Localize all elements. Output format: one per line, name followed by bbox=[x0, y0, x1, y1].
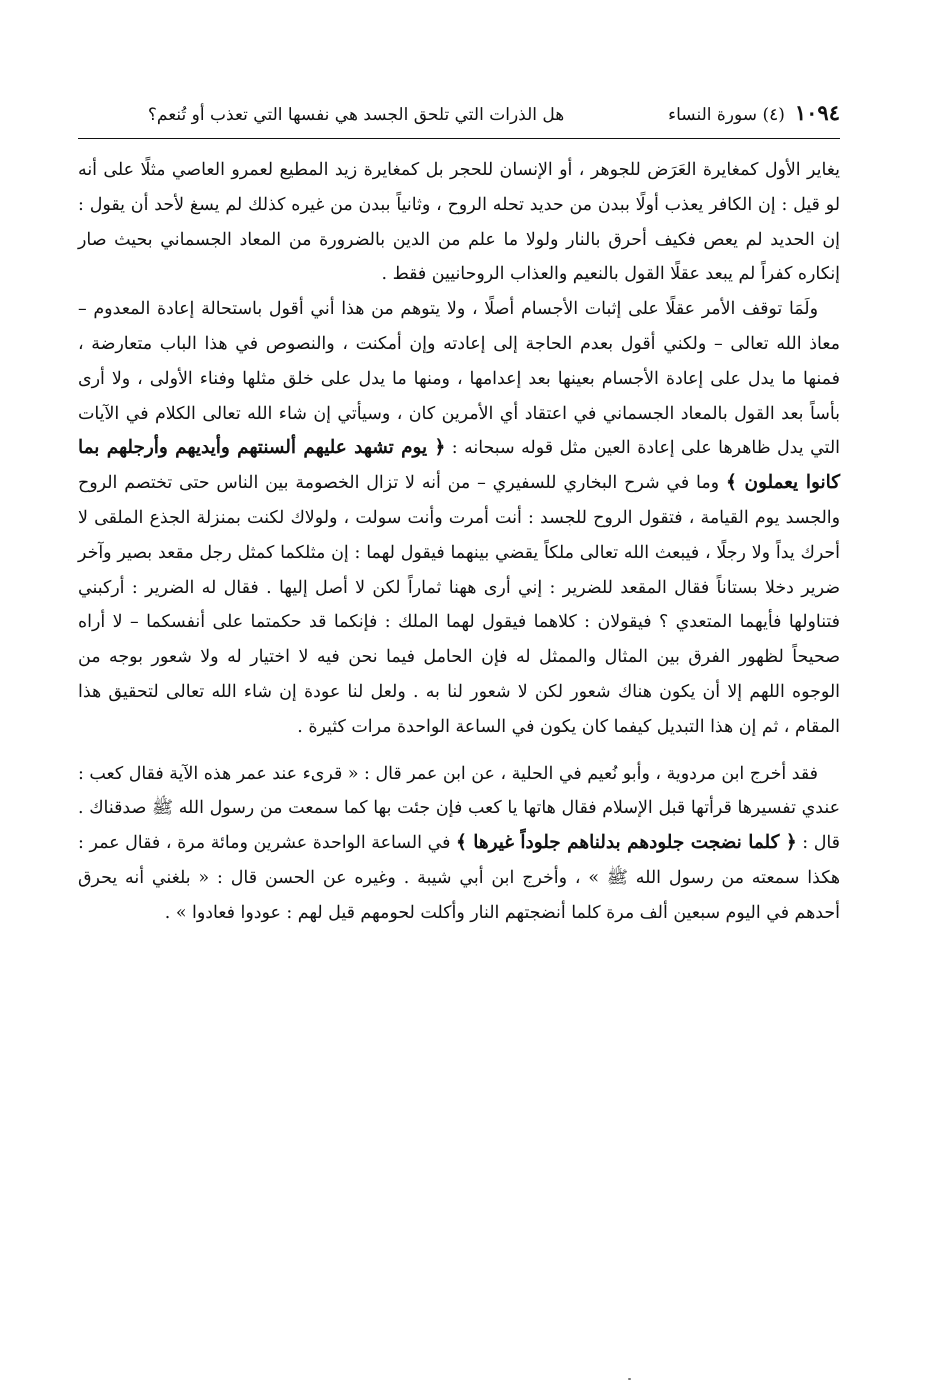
book-page bbox=[78, 96, 840, 931]
text-span: وما في شرح البخاري للسفيري – من أنه لا تزال الخصومة بين الناس حتى تختصم الروح والجسد يوم القيامة ، فتقول الروح للجسد : أنت أمرت وأنت سولت ، ولولاك لكنت بمنزلة الجذع الملقى لا أحرك يداً ولا رجلًا ، فيبعث الله تعالى ملكاً يقضي بينهما فيقول لهما : إن مثلكما كمثل رجل مقعد بصير وآخر ضرير دخلا بستاناً فقال المقعد للضرير : إني أرى ههنا ثماراً لكن لا أصل إليها . فقال له الضرير : أركبني فتناولها فأيهما المتعدي ؟ فيقولان : كلاهما فيقول لهما الملك : فإنكما قد حكمتما على أنفسكما – لا أراه صحيحاً لظهور الفرق بين المثال والممثل له فإن الحامل فيما نحن فيه لا اختيار له ولا شعور بوجه من الوجوه اللهم إلا أن يكون هناك شعور لكن لا شعور لنا به . ولعل لنا عودة إن شاء الله تعالى لتحقيق هذا المقام ، ثم إن هذا التبديل كيفما كان يكون في الساعة الواحدة مرات كثيرة . bbox=[78, 473, 840, 737]
text-span: فقد أخرج ابن مردوية ، وأبو نُعيم في الحلية ، عن ابن عمر قال : « قرىء عند عمر هذه الآية فقال كعب : عندي تفسيرها قرأتها قبل الإسلام فقال هاتها يا كعب فإن جئت بها كما سمعت من رسول الله ﷺ صدقناك . قال : bbox=[78, 763, 840, 854]
text-span: في الساعة الواحدة عشرين ومائة مرة ، فقال عمر : هكذا سمعته من رسول الله ﷺ » ، وأخرج ابن أبي شيبة . وغيره عن الحسن قال : « بلغني أنه يحرق أحدهم في اليوم سبعين ألف مرة كلما أنضجتهم النار وأكلت لحومهم قيل لهم : عودوا فعادوا » . bbox=[78, 833, 840, 923]
quran-verse: ﴿ يوم تشهد عليهم ألسنتهم وأيديهم وأرجلهم بما كانوا يعملون ﴾ bbox=[78, 437, 840, 494]
paragraph-1 bbox=[78, 153, 840, 292]
quran-verse: ﴿ كلما نضجت جلودهم بدلناهم جلوداً غيرها ﴾ bbox=[456, 832, 797, 854]
surah-name: (٤) سورة النساء bbox=[668, 105, 785, 125]
text-span: يغاير الأول كمغايرة العَرَض للجوهر ، أو الإنسان للحجر بل كمغايرة زيد المطيع لعمرو العاصي مثلًا على أنه لو قيل : إن الكافر يعذب أولًا ببدن من حديد تحله الروح ، وثانياً ببدن من غيره كذلك لم يسغ لأحد أن يقول : إن الحديد لم يعص فكيف أحرق بالنار ولولا ما علم من الدين بالضرورة من المعاد الجسماني بحيث صار إنكاره كفراً لم يبعد عقلًا القول بالنعيم والعذاب الروحانيين فقط . bbox=[78, 160, 840, 285]
text-span: ولَمَا توقف الأمر عقلًا على إثبات الأجسام أصلًا ، ولا يتوهم من هذا أني أقول باستحالة إعادة المعدوم – معاذ الله تعالى – ولكني أقول بعدم الحاجة إلى إعادته وإن أمكنت ، والنصوص في هذا الباب متعارضة ، فمنها ما يدل على إعادة الأجسام بعينها بعد إعدامها ، ومنها ما يدل على خلق مثلها وفناء الأولى ، ولا أرى بأساً بعد القول بالمعاد الجسماني في اعتقاد أي الأمرين كان ، وسيأتي إن شاء الله تعالى الكلام في الآيات التي يدل ظاهرها على إعادة العين مثل قوله سبحانه : bbox=[78, 299, 841, 459]
main-text bbox=[78, 153, 840, 931]
paragraph-2 bbox=[78, 292, 840, 744]
page-number: ١٠٩٤ bbox=[794, 100, 840, 125]
page-speck bbox=[628, 1378, 631, 1380]
running-header bbox=[78, 96, 840, 139]
chapter-title: هل الذرات التي تلحق الجسد هي نفسها التي تعذب أو تُنعم؟ bbox=[147, 105, 565, 125]
paragraph-3 bbox=[78, 757, 840, 931]
